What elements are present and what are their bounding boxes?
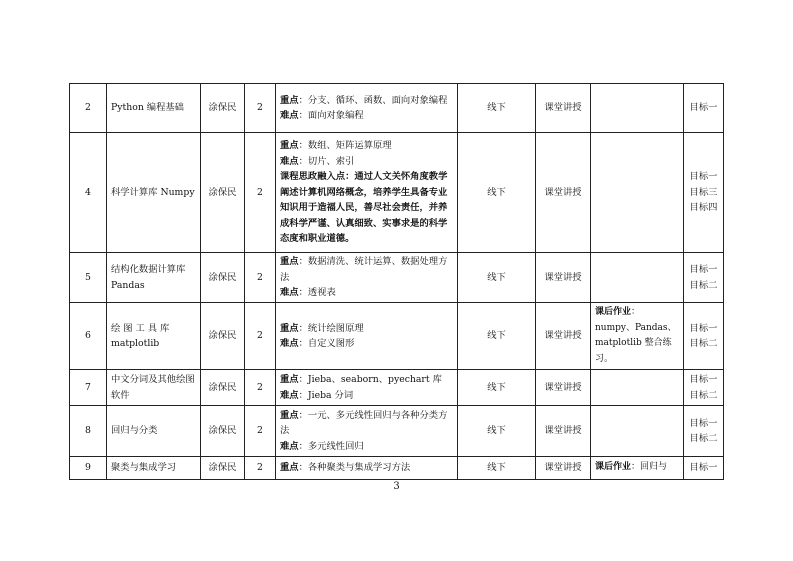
content-text: ：一元、多元线性回归与各种分类方法 [280,409,448,437]
content-label: 重点 [280,462,299,474]
teaching-mode: 线下 [458,84,536,133]
table-row [70,457,724,480]
content-label: 难点 [280,287,299,299]
teaching-mode: 线下 [458,303,536,370]
content-line [280,154,453,170]
row-number: 7 [70,370,107,406]
teaching-content [276,253,458,303]
content-line [280,169,453,247]
content-text: ：数据清洗、统计运算、数据处理方法 [280,256,448,283]
content-text: ：Jieba 分词 [298,389,354,401]
teaching-mode: 线下 [458,370,536,406]
class-hours: 2 [245,84,276,133]
content-label: 难点 [280,110,299,121]
objectives-cell [684,303,724,370]
homework-label: 课后作业 [595,307,632,317]
content-text: ：面向对象编程 [298,110,364,121]
objectives-cell [684,406,724,457]
objective-item: 目标一 [689,374,718,385]
teacher-name: 涂保民 [201,457,245,480]
content-text: ：分支、循环、函数、面向对象编程 [298,94,448,106]
objective-item: 目标三 [689,186,718,198]
content-text: ：各种聚类与集成学习方法 [298,462,411,474]
class-hours: 2 [245,303,276,370]
content-label: 重点 [280,374,299,385]
content-label: 课程思政融入点 [280,171,346,183]
teaching-mode: 线下 [458,133,536,253]
content-line [280,254,453,285]
row-number: 4 [70,133,107,253]
content-text: ：切片、索引 [298,155,355,167]
content-label: 难点 [280,389,299,401]
objective-item: 目标二 [689,279,718,291]
teaching-mode: 线下 [458,406,536,457]
objective-item: 目标一 [689,417,718,429]
objectives-cell [684,84,724,133]
content-line [280,285,453,301]
content-line [280,93,453,109]
table-row [70,84,724,133]
objectives-cell [684,370,724,406]
row-number: 9 [70,457,107,480]
homework-cell [591,84,684,133]
content-text: ：数组、矩阵运算原理 [298,140,392,152]
table-row [70,253,724,303]
content-label: 重点 [280,256,299,268]
chapter-title: 聚类与集成学习 [107,457,201,480]
objective-item: 目标一 [689,171,718,183]
teacher-name: 涂保民 [201,84,245,133]
teacher-name: 涂保民 [201,370,245,406]
homework-cell [591,406,684,457]
teacher-name: 涂保民 [201,133,245,253]
objective-item: 目标二 [689,389,718,401]
homework-cell [591,133,684,253]
class-hours: 2 [245,370,276,406]
content-line [280,439,453,455]
course-schedule-table [69,83,724,480]
content-text: ：统计绘图原理 [298,322,364,334]
objectives-cell [684,457,724,480]
content-line [280,336,453,352]
content-line [280,388,453,404]
objective-item: 目标四 [689,202,718,214]
content-text: ：自定义图形 [298,338,355,349]
content-label: 重点 [280,140,299,152]
content-text: ：透视表 [298,287,336,299]
row-number: 2 [70,84,107,133]
objective-item: 目标二 [689,338,718,349]
teaching-method: 课堂讲授 [536,370,591,406]
teaching-content [276,133,458,253]
teaching-content [276,370,458,406]
row-number: 8 [70,406,107,457]
teaching-mode: 线下 [458,457,536,480]
teaching-method: 课堂讲授 [536,133,591,253]
page-number: 3 [393,481,400,492]
class-hours: 2 [245,457,276,480]
content-label: 难点 [280,338,299,349]
homework-label: 课后作业 [595,462,632,473]
chapter-title: 科学计算库 Numpy [107,133,201,253]
objectives-cell [684,133,724,253]
homework-cell [591,303,684,370]
teaching-method: 课堂讲授 [536,406,591,457]
table-row [70,370,724,406]
homework-cell [591,370,684,406]
content-label: 重点 [280,322,299,334]
teaching-method: 课堂讲授 [536,84,591,133]
teacher-name: 涂保民 [201,253,245,303]
homework-text: ：numpy、Pandas、matplotlib 整合练习。 [595,307,677,364]
teaching-method: 课堂讲授 [536,303,591,370]
chapter-title: 回归与分类 [107,406,201,457]
content-label: 重点 [280,94,299,106]
teaching-content [276,303,458,370]
teaching-content [276,406,458,457]
objective-item: 目标一 [689,462,718,474]
homework-text: ：回归与 [631,462,668,473]
content-text: ：Jieba、seaborn、pyechart 库 [298,374,442,385]
content-text: ：多元线性回归 [298,440,364,452]
chapter-title: 结构化数据计算库 Pandas [107,253,201,303]
content-label: 难点 [280,440,299,452]
homework-cell [591,253,684,303]
teacher-name: 涂保民 [201,406,245,457]
objective-item: 目标二 [689,433,718,444]
table-row [70,406,724,457]
class-hours: 2 [245,406,276,457]
content-line [280,372,453,388]
chapter-title: 中文分词及其他绘图软件 [107,370,201,406]
row-number: 5 [70,253,107,303]
content-line [280,408,453,439]
content-label: 重点 [280,409,299,421]
class-hours: 2 [245,133,276,253]
teacher-name: 涂保民 [201,303,245,370]
class-hours: 2 [245,253,276,303]
objective-item: 目标一 [689,102,718,114]
objective-item: 目标一 [689,322,718,334]
homework-cell [591,457,684,480]
teaching-content [276,457,458,480]
content-line [280,108,453,124]
chapter-title: 绘 图 工 具 库 matplotlib [107,303,201,370]
content-line [280,460,453,476]
teaching-mode: 线下 [458,253,536,303]
row-number: 6 [70,303,107,370]
objective-item: 目标一 [689,264,718,275]
content-line [280,321,453,337]
content-text: ：通过人文关怀角度教学阐述计算机网络概念，培养学生具备专业知识用于造福人民，善尽社会责任，并养成科学严谨、认真细致、实事求是的科学态度和职业道德。 [280,171,448,245]
chapter-title: Python 编程基础 [107,84,201,133]
teaching-method: 课堂讲授 [536,457,591,480]
table-row [70,303,724,370]
table-row [70,133,724,253]
teaching-method: 课堂讲授 [536,253,591,303]
content-line [280,138,453,154]
content-label: 难点 [280,155,299,167]
objectives-cell [684,253,724,303]
teaching-content [276,84,458,133]
